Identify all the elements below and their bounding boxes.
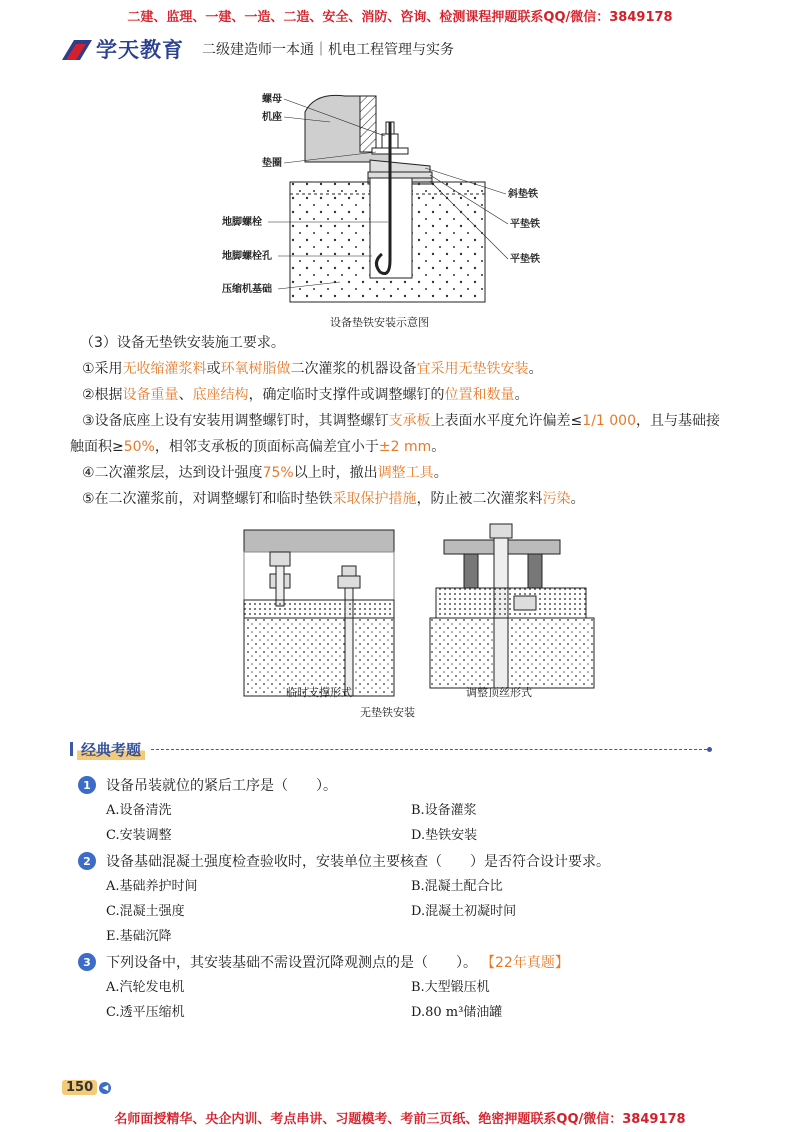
highlight-text: 设备重量 [122, 387, 179, 403]
figure2-caption: 无垫铁安装 [360, 706, 415, 719]
body-text-segment: ③设备底座上设有安装用调整螺钉时，其调整螺钉 [82, 413, 389, 429]
question-number-badge: 2 [78, 852, 96, 870]
answer-option: D.垫铁安装 [411, 828, 478, 843]
page-number [62, 1080, 111, 1095]
body-text-segment: 。 [570, 491, 585, 507]
exam-section-header [70, 738, 712, 760]
highlight-text: 采取保护措施 [332, 491, 417, 507]
divider-end-dot [707, 747, 712, 752]
body-text-segment: ⑤在二次灌浆前，对调整螺钉和临时垫铁 [82, 491, 333, 507]
label-bolt-hole: 地脚螺栓孔 [222, 251, 272, 262]
body-text-segment: ，且与基础接触面积≥ [70, 413, 720, 455]
label-foundation: 压缩机基础 [222, 284, 272, 295]
answer-option: A.基础养护时间 [106, 879, 198, 894]
section3-item [70, 486, 730, 512]
section3-title: （3）设备无垫铁安装施工要求。 [80, 335, 285, 351]
question-number-badge: 1 [78, 776, 96, 794]
section-marker-icon [70, 742, 73, 756]
section3-item [70, 382, 730, 408]
question-item [78, 949, 728, 1025]
highlight-text: 1/1 000 [582, 413, 636, 429]
body-text-segment: ②根据 [82, 387, 123, 403]
right-figure-caption: 调整顶丝形式 [466, 686, 532, 699]
question-text: 下列设备中，其安装基础不需设置沉降观测点的是（ ）。 [106, 955, 477, 971]
question-stem [78, 949, 728, 975]
label-washer: 垫圈 [262, 158, 282, 169]
answer-option: C.安装调整 [106, 828, 172, 843]
option-list [106, 874, 728, 949]
brand-logo-icon [62, 38, 92, 60]
answer-option: B.混凝土配合比 [411, 879, 503, 894]
question-text: 设备吊装就位的紧后工序是（ ）。 [106, 778, 337, 794]
answer-option: A.汽轮发电机 [106, 980, 185, 995]
body-text-segment: 。 [431, 439, 446, 455]
answer-option: A.设备清洗 [106, 803, 172, 818]
answer-option: D.混凝土初凝时间 [411, 904, 517, 919]
question-number-badge: 3 [78, 953, 96, 971]
section3-text [70, 330, 730, 512]
body-text-segment: ，防止被二次灌浆料 [416, 491, 543, 507]
answer-option: C.混凝土强度 [106, 904, 185, 919]
page-arrow-icon: ◀ [99, 1082, 111, 1094]
shimless-installation-figure [238, 522, 598, 722]
highlight-text: 宜采用无垫铁安装 [416, 361, 529, 377]
question-stem [78, 848, 728, 874]
body-text-segment: 、 [178, 387, 193, 403]
highlight-text: 环氧树脂做 [220, 361, 291, 377]
label-anchor-bolt: 地脚螺栓 [222, 217, 262, 228]
answer-option: B.设备灌浆 [411, 803, 477, 818]
label-flat-shim-2: 平垫铁 [510, 254, 540, 265]
highlight-text: 底座结构 [192, 387, 249, 403]
question-item [78, 772, 728, 848]
body-text-segment: 上表面水平度允许偏差≤ [430, 413, 583, 429]
highlight-text: 50% [123, 439, 155, 455]
question-stem [78, 772, 728, 798]
body-text-segment: 或 [206, 361, 221, 377]
highlight-text: 位置和数量 [444, 387, 515, 403]
answer-option: D.80 m³储油罐 [411, 1005, 503, 1020]
label-base: 机座 [262, 112, 282, 123]
body-text-segment: ④二次灌浆层，达到设计强度 [82, 465, 263, 481]
body-text-segment: 二次灌浆的机器设备 [290, 361, 417, 377]
answer-option: C.透平压缩机 [106, 1005, 185, 1020]
top-promo-banner: 二建、监理、一建、一造、二造、安全、消防、咨询、检测课程押题联系QQ/微信：3849178 [127, 10, 673, 25]
highlight-text: 调整工具 [377, 465, 434, 481]
body-text-segment: 。 [433, 465, 448, 481]
label-nut: 螺母 [262, 94, 282, 105]
book-title: 二级建造师一本通｜机电工程管理与实务 [202, 42, 454, 58]
option-list [106, 975, 728, 1025]
highlight-text: 污染 [542, 491, 571, 507]
section-divider [151, 749, 707, 750]
highlight-text: ±2 mm [378, 439, 432, 455]
question-source-tag: 【22年真题】 [481, 955, 569, 971]
option-list [106, 798, 728, 848]
shim-installation-figure [220, 82, 560, 332]
section3-item [70, 356, 730, 382]
section3-item [70, 460, 730, 486]
brand-name: 学天教育 [96, 38, 184, 62]
section3-item [70, 408, 730, 460]
highlight-text: 无收缩灌浆料 [122, 361, 207, 377]
body-text-segment: 。 [528, 361, 543, 377]
figure1-caption: 设备垫铁安装示意图 [330, 316, 429, 329]
section3-items [70, 356, 730, 512]
highlight-text: 75% [262, 465, 294, 481]
exam-questions [78, 772, 728, 1025]
body-text-segment: ①采用 [82, 361, 123, 377]
body-text-segment: ，确定临时支撑件或调整螺钉的 [248, 387, 445, 403]
question-item [78, 848, 728, 949]
answer-option: B.大型锻压机 [411, 980, 490, 995]
answer-option: E.基础沉降 [106, 929, 172, 944]
body-text-segment: ，相邻支承板的顶面标高偏差宜小于 [154, 439, 379, 455]
page-header [62, 34, 454, 64]
label-slope-shim: 斜垫铁 [508, 189, 538, 200]
bottom-promo-banner: 名师面授精华、央企内训、考点串讲、习题模考、考前三页纸、绝密押题联系QQ/微信：3849178 [114, 1112, 686, 1127]
page-number-value: 150 [62, 1080, 97, 1095]
question-text: 设备基础混凝土强度检查验收时，安装单位主要核查（ ）是否符合设计要求。 [106, 854, 610, 870]
body-text-segment: 以上时，撤出 [293, 465, 378, 481]
label-flat-shim-1: 平垫铁 [510, 219, 540, 230]
body-text-segment: 。 [514, 387, 529, 403]
highlight-text: 支承板 [388, 413, 431, 429]
exam-section-title: 经典考题 [77, 739, 145, 760]
left-figure-caption: 临时支撑形式 [286, 686, 352, 699]
